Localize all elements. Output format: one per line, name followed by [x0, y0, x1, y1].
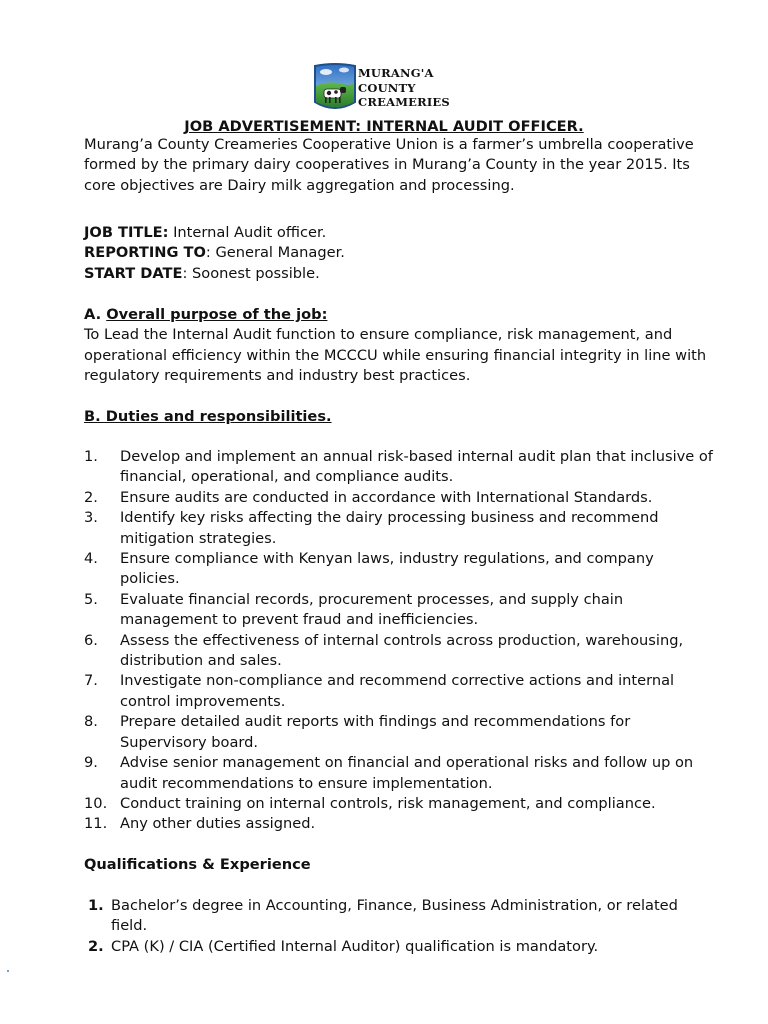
list-item — [84, 712, 714, 753]
list-number: 1. — [84, 448, 98, 465]
page-title: JOB ADVERTISEMENT: INTERNAL AUDIT OFFICER. — [184, 118, 584, 135]
logo-line-3: CREAMERIES — [358, 95, 450, 109]
list-text: Develop and implement an annual risk-based internal audit plan that inclusive of financial, operational, and compliance audits. — [120, 448, 713, 486]
list-number: 5. — [84, 590, 98, 608]
list-item — [84, 671, 714, 712]
list-text: Identify key risks affecting the dairy processing business and recommend mitigation strategies. — [120, 509, 659, 547]
start-date-row — [84, 264, 714, 284]
list-number: 2. — [88, 937, 104, 955]
list-text: CPA (K) / CIA (Certified Internal Auditor) qualification is mandatory. — [111, 937, 599, 955]
list-number: 8. — [84, 713, 98, 731]
section-a-body: To Lead the Internal Audit function to ensure compliance, risk management, and operational efficiency within the MCCCU while ensuring financial integrity in line with regulatory requirements and industry best practices. — [84, 326, 707, 385]
job-title-row — [84, 223, 714, 243]
reporting-row — [84, 243, 714, 263]
job-title-value: Internal Audit officer. — [168, 224, 327, 241]
list-item — [84, 937, 714, 957]
list-text: Ensure compliance with Kenyan laws, industry regulations, and company policies. — [120, 550, 654, 588]
list-text: Investigate non-compliance and recommend corrective actions and internal control improvements. — [120, 672, 675, 710]
list-text: Advise senior management on financial and operational risks and follow up on audit recommendations to ensure implementation. — [120, 754, 694, 792]
list-text: Bachelor’s degree in Accounting, Finance, Business Administration, or related field. — [111, 897, 678, 935]
list-text: Assess the effectiveness of internal controls across production, warehousing, distribution and sales. — [120, 631, 684, 670]
list-number: 1. — [88, 897, 104, 914]
company-logo — [312, 62, 474, 114]
cow-pasture-logo-icon — [312, 62, 358, 114]
job-title-label: JOB TITLE: — [84, 224, 169, 241]
reporting-value: : General Manager. — [205, 244, 345, 262]
stray-mark — [7, 970, 9, 972]
list-item — [84, 508, 714, 549]
list-number: 6. — [84, 631, 98, 649]
section-a — [84, 305, 714, 387]
list-number: 7. — [84, 672, 98, 690]
start-date-label: START DATE — [84, 264, 183, 282]
qualifications-heading: Qualifications & Experience — [84, 856, 311, 873]
list-item — [84, 794, 714, 814]
list-number: 11. — [84, 815, 108, 833]
list-text: Prepare detailed audit reports with findings and recommendations for Supervisory board. — [120, 713, 631, 751]
list-number: 10. — [84, 794, 108, 812]
list-item — [84, 896, 714, 937]
list-item — [84, 814, 714, 834]
section-a-prefix: A. — [84, 306, 107, 323]
intro-paragraph: Murang’a County Creameries Cooperative Union is a farmer’s umbrella cooperative formed by the primary dairy cooperatives in Murang’a County in the year 2015. Its core objectives are Dairy milk aggregation and processing. — [84, 136, 694, 194]
section-a-heading — [84, 305, 714, 325]
logo-line-1: MURANG'A — [358, 66, 434, 80]
list-item — [84, 447, 714, 488]
list-item — [84, 631, 714, 672]
reporting-label: REPORTING TO — [84, 244, 206, 262]
list-number: 3. — [84, 509, 98, 527]
list-text: Conduct training on internal controls, risk management, and compliance. — [120, 794, 656, 812]
qualifications-list — [84, 896, 714, 957]
job-info — [84, 223, 714, 284]
list-number: 9. — [84, 754, 98, 772]
list-text: Any other duties assigned. — [120, 815, 316, 833]
list-item — [84, 753, 714, 794]
list-text: Ensure audits are conducted in accordance with International Standards. — [120, 488, 653, 506]
section-b-heading: B. Duties and responsibilities. — [84, 408, 332, 425]
list-item — [84, 488, 714, 508]
list-text: Evaluate financial records, procurement processes, and supply chain management to prevent fraud and inefficiencies. — [120, 590, 624, 629]
section-a-heading-text: Overall purpose of the job: — [106, 306, 328, 323]
list-number: 4. — [84, 550, 98, 568]
list-number: 2. — [84, 488, 98, 506]
logo-wordmark — [358, 66, 450, 110]
list-item — [84, 590, 714, 631]
duties-list — [84, 447, 714, 835]
list-item — [84, 549, 714, 590]
start-date-value: : Soonest possible. — [182, 264, 320, 282]
logo-line-2: COUNTY — [358, 80, 416, 95]
